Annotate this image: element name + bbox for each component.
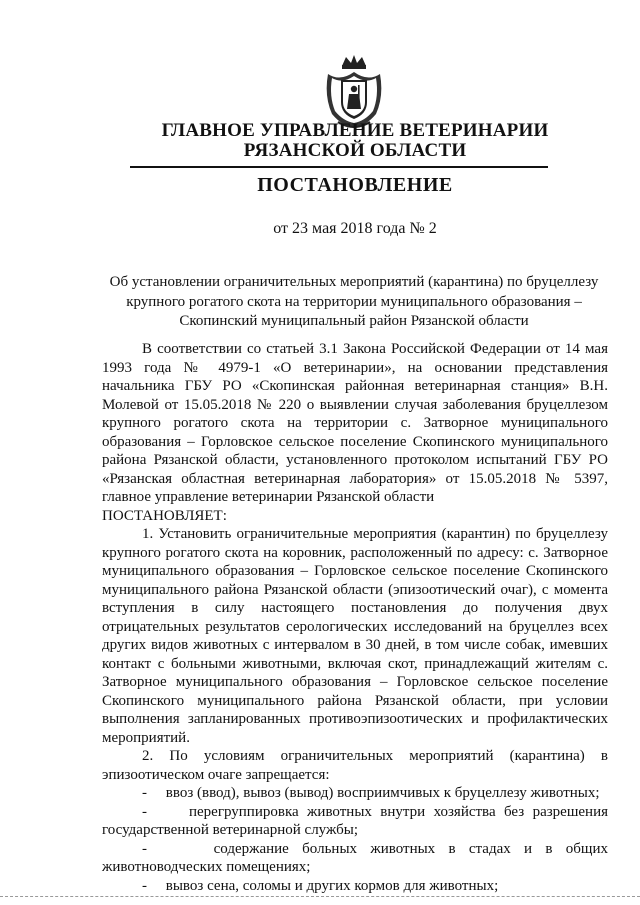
preamble-paragraph: В соответствии со статьей 3.1 Закона Российской Федерации от 14 мая 1993 года № 4979-1 «О ветеринарии», на основании представления начальника ГБУ РО «Скопинская районная ветеринарная станция» В.Н. Молевой от 15.05.2018 № 220 о выявлении случая заболевания бруцеллезом крупного рогатого скота на территории с. Затворное муниципального образования – Горловское сельское поселение Скопинского муниципального района Рязанской области, установленного протоколом испытаний ГБУ РО «Рязанская областная ветеринарная лаборатория» от 15.05.2018 № 5397, главное управление ветеринарии Рязанской области [102, 341, 608, 505]
bullet-dash: - [142, 785, 147, 801]
header-divider [130, 166, 548, 168]
document-subject: Об установлении ограничительных мероприятий (карантина) по бруцеллезу крупного рогатого скота на территории муниципального образования – Скопинский муниципальный район Рязанской области [109, 274, 599, 329]
coat-of-arms-icon [318, 52, 390, 130]
resolves-heading: ПОСТАНОВЛЯЕТ: [102, 507, 227, 524]
bullet-text: вывоз сена, соломы и других кормов для животных; [165, 877, 499, 894]
authority-name-line2: РЯЗАНСКОЙ ОБЛАСТИ [243, 140, 467, 161]
document-body [102, 340, 608, 895]
bullet-dash: - [142, 840, 147, 857]
authority-name-line1: ГЛАВНОЕ УПРАВЛЕНИЕ ВЕТЕРИНАРИИ [161, 120, 549, 141]
bullet-text: перегруппировка животных внутри хозяйства без разрешения государственной ветеринарной службы; [102, 803, 608, 838]
scan-edge-line [0, 896, 640, 897]
document-type-title: ПОСТАНОВЛЕНИЕ [257, 174, 453, 196]
bullet-item [102, 840, 608, 877]
item-2-paragraph: 2. По условиям ограничительных мероприятий (карантина) в эпизоотическом очаге запрещается: [102, 748, 608, 783]
bullet-item [102, 784, 608, 803]
bullet-text: ввоз (ввод), вывоз (вывод) восприимчивых к бруцеллезу животных; [165, 785, 600, 801]
bullet-text: содержание больных животных в стадах и в общих животноводческих помещениях; [102, 840, 609, 875]
bullet-item [102, 877, 608, 896]
item-1-paragraph: 1. Установить ограничительные мероприятия (карантин) по бруцеллезу крупного рогатого скота на коровник, расположенный по адресу: с. Затворное муниципального образования – Горловское сельское поселение Скопинского муниципального района Рязанской области (эпизоотический очаг), с момента вступления в силу настоящего постановления до получения двух отрицательных результатов серологических исследований на бруцеллез всех других видов животных с интервалом в 30 дней, в том числе собак, имевших контакт с больными животными, включая скот, принадлежащий жителям с. Затворное муниципального образования – Горловское сельское поселение Скопинского муниципального района Рязанской области, при условии выполнения запланированных противоэпизоотических и профилактических мероприятий. [102, 526, 608, 746]
bullet-dash: - [142, 803, 147, 820]
bullet-item [102, 803, 608, 840]
bullet-dash: - [142, 877, 147, 894]
document-date-number: от 23 мая 2018 года № 2 [273, 220, 437, 237]
